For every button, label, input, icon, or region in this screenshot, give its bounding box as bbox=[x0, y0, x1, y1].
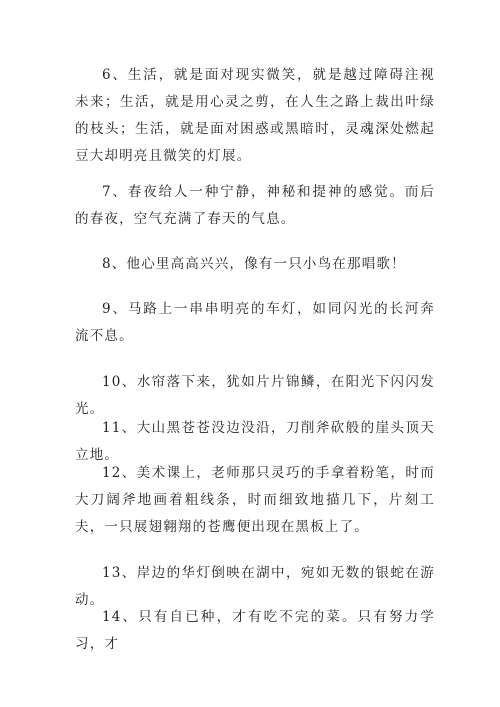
paragraph-11: 11、大山黑苍苍没边没沿，刀削斧砍般的崖头顶天立地。 bbox=[75, 420, 435, 463]
paragraph-8: 8、他心里高高兴兴，像有一只小鸟在那唱歌！ bbox=[102, 256, 406, 272]
paragraph-12: 12、美术课上，老师那只灵巧的手拿着粉笔，时而大刀阔斧地画着粗线条，时而细致地描几下，片刻工夫，一只展翅翱翔的苍鹰便出现在黑板上了。 bbox=[75, 465, 435, 535]
paragraph-7: 7、春夜给人一种宁静，神秘和提神的感觉。而后的春夜，空气充满了春天的气息。 bbox=[75, 184, 435, 227]
paragraph-10: 10、水帘落下来，犹如片片锦鳞，在阳光下闪闪发光。 bbox=[75, 374, 435, 417]
paragraph-9: 9、马路上一串串明亮的车灯，如同闪光的长河奔流不息。 bbox=[75, 301, 435, 344]
paragraph-14: 14、只有自已种，才有吃不完的菜。只有努力学习，才 bbox=[75, 609, 435, 652]
paragraph-6: 6、生活，就是面对现实微笑，就是越过障碍注视未来；生活，就是用心灵之剪，在人生之路上裁出叶绿的枝头；生活，就是面对困惑或黑暗时，灵魂深处燃起豆大却明亮且微笑的灯展。 bbox=[75, 67, 435, 164]
paragraph-13: 13、岸边的华灯倒映在湖中，宛如无数的银蛇在游动。 bbox=[75, 565, 435, 608]
